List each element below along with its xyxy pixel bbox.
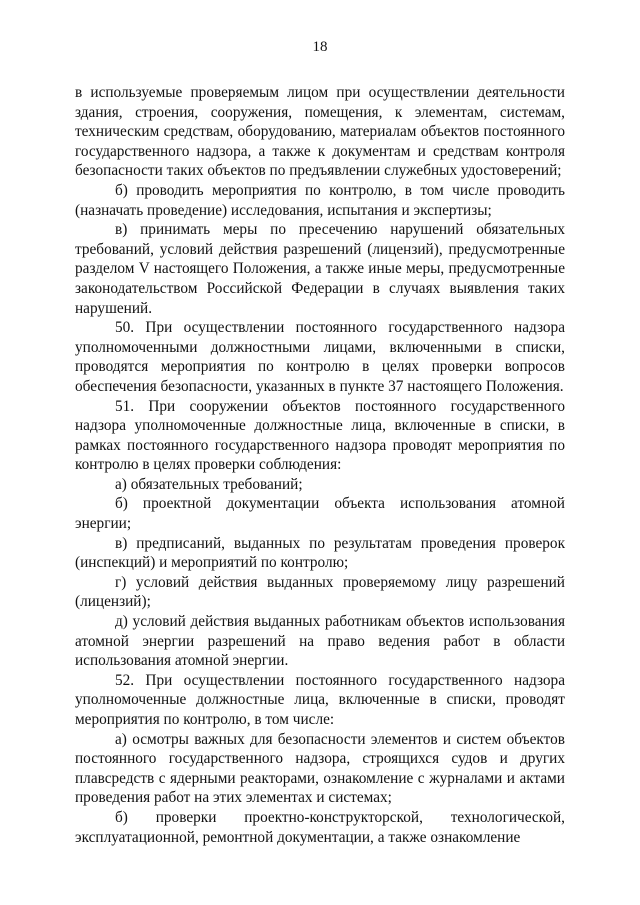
paragraph-52-item-b: б) проверки проектно-конструкторской, технологической, эксплуатационной, ремонтной документации, а также ознакомление xyxy=(75,808,565,846)
paragraph-51-item-v: в) предписаний, выданных по результатам проведения проверок (инспекций) и мероприятий по контролю; xyxy=(75,534,565,572)
paragraph-52-item-a: а) осмотры важных для безопасности элементов и систем объектов постоянного государственного надзора, строящихся судов и других плавсредств с ядерными реакторами, ознакомление с журналами и актами проведения работ на этих элементах и системах; xyxy=(75,730,565,807)
paragraph-clause-51: 51. При сооружении объектов постоянного государственного надзора уполномоченные должностные лица, включенные в списки, в рамках постоянного государственного надзора проводят мероприятия по контролю в целях проверки соблюдения: xyxy=(75,397,565,474)
paragraph-51-item-b: б) проектной документации объекта использования атомной энергии; xyxy=(75,495,565,533)
paragraph-51-item-g: г) условий действия выданных проверяемому лицу разрешений (лицензий); xyxy=(75,573,565,611)
page-number: 18 xyxy=(312,39,328,55)
paragraph-51-item-a: а) обязательных требований; xyxy=(115,475,303,493)
paragraph-item-v: в) принимать меры по пресечению нарушений обязательных требований, условий действия разрешений (лицензий), предусмотренные разделом V настоящего Положения, а также иные меры, предусмотренные законодательством Российской Федерации в случаях выявления таких нарушений. xyxy=(75,221,565,317)
paragraph-clause-52: 52. При осуществлении постоянного государственного надзора уполномоченные должностные лица, включенные в списки, проводят мероприятия по контролю, в том числе: xyxy=(75,671,565,728)
document-body xyxy=(75,83,565,847)
paragraph-continuation: в используемые проверяемым лицом при осуществлении деятельности здания, строения, сооружения, помещения, к элементам, системам, техническим средствам, оборудованию, материалам объектов постоянного государственного надзора, а также к документам и средствам контроля безопасности таких объектов по предъявлении служебных удостоверений; xyxy=(75,84,565,180)
paragraph-clause-50: 50. При осуществлении постоянного государственного надзора уполномоченными должностными лицами, включенными в списки, проводятся мероприятия по контролю в целях проверки вопросов обеспечения безопасности, указанных в пункте 37 настоящего Положения. xyxy=(75,319,565,395)
paragraph-item-b: б) проводить мероприятия по контролю, в том числе проводить (назначать проведение) исследования, испытания и экспертизы; xyxy=(75,181,565,219)
paragraph-51-item-d: д) условий действия выданных работникам объектов использования атомной энергии разрешений на право ведения работ в области использования атомной энергии. xyxy=(75,613,565,670)
